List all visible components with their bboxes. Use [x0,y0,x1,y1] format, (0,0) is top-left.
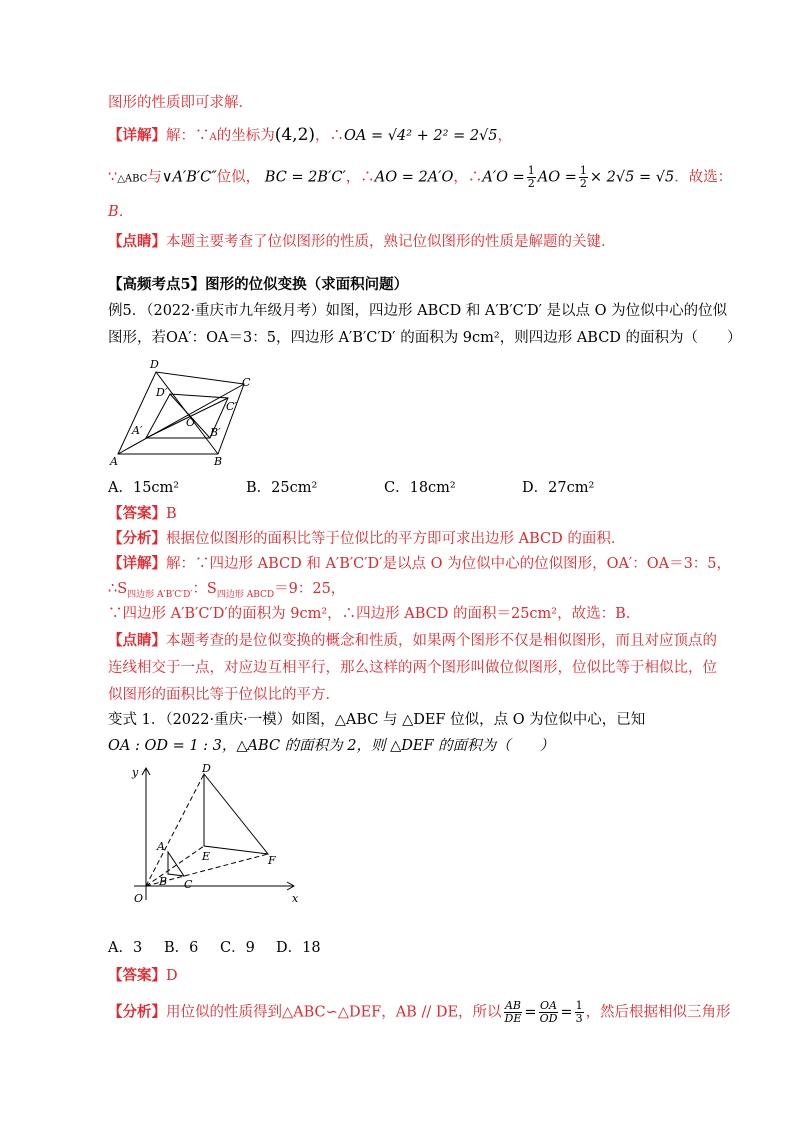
option-c: C．9 [220,940,255,956]
option-d: D．27cm² [522,480,595,496]
option-d: D．18 [276,940,321,956]
options-2 [108,938,321,958]
label-B: B [214,455,223,468]
fraction: $\frac{AB}{DE}$ [504,999,522,1025]
question-line: 例5．（2022·重庆市九年级月考）如图，四边形 ABCD 和 A′B′C′D′ 是以点 O 为位似中心的位似 [108,303,728,319]
detail-line-2: ∵△ABC与∨A′B′C″位似， BC = 2B′C′，∴AO = 2A′O，∴A′O = $\frac{1}{2}$ AO = $\frac{1}{2}$ × 2√5 = √5．故选： [108,164,733,190]
question-line: 图形，若OA′：OA＝3：5，四边形 A′B′C′D′ 的面积为 9cm²，则四边形 ABCD 的面积为（ ） [108,330,742,346]
fraction: $\frac{OA}{OD}$ [539,999,558,1025]
label-O: O [134,892,144,905]
formula: OA = √4² + 2² = 2√5 [344,128,498,144]
label-C1: C′ [226,400,237,413]
label-E: E [202,850,211,863]
label-C: C [242,376,251,389]
detail-line: 【详解】解：∵四边形 ABCD 和 A′B′C′D′是以点 O 为位似中心的位似图形，OA′：OA＝3：5， [108,555,732,572]
remark-line: 【点睛】本题考查的是位似变换的概念和性质，如果两个图形不仅是相似图形，而且对应顶点的 [108,632,717,649]
remark-line: 【点睛】本题主要考查了位似图形的性质，熟记位似图形的性质是解题的关键． [108,233,616,250]
option-b: B．25cm² [246,480,318,496]
label-D1: D′ [156,386,168,399]
option-c: C．18cm² [384,480,456,496]
options-1 [108,478,594,498]
quadrilateral-figure [106,352,266,468]
label-B: B [159,875,168,888]
label-x: x [292,892,299,905]
analysis-line: 【分析】用位似的性质得到△ABC∽△DEF，AB // DE，所以 $\frac{AB}{DE}$ = $\frac{OA}{OD}$ = $\frac{1}{3}$ ，然后根据相似三角形 [108,999,731,1025]
label-A: A [110,455,118,468]
question-line: OA : OD = 1 : 3，△ABC 的面积为 2，则 △DEF 的面积为（ ） [108,738,555,754]
option-a: A．3 [108,940,143,956]
text-line: 图形的性质即可求解． [108,95,253,111]
coordinate-figure [106,760,306,910]
detail-line-1: 【详解】解：∵A的坐标为(4,2)，∴OA = √4² + 2² = 2√5， [108,125,513,145]
remark-line: 连线相交于一点，对应边互相平行，那么这样的两个图形叫做位似图形，位似比等于相似比，位 [108,660,717,676]
option-b: B．6 [164,940,199,956]
label-A1: A′ [132,424,143,437]
fraction: $\frac{1}{2}$ [527,164,535,190]
answer-line: 【答案】D [108,967,178,984]
analysis-line: 【分析】根据位似图形的面积比等于位似比的平方即可求出边形 ABCD 的面积． [108,530,626,547]
question-line: 变式 1．（2022·重庆·一模）如图，△ABC 与 △DEF 位似，点 O 为位似中心，已知 [108,712,646,728]
label-B1: B′ [210,426,221,439]
label-y: y [132,766,139,779]
fraction: $\frac{1}{3}$ [575,999,583,1025]
label-O: O [186,416,196,429]
label-D: D [150,358,159,371]
label-F: F [268,854,276,867]
label-A: A [157,840,165,853]
label-D: D [202,762,211,775]
answer-line: 【答案】B [108,505,177,522]
label-C: C [184,878,193,891]
option-a: A．15cm² [108,480,180,496]
detail-tag: 【详解】 [108,127,166,144]
remark-line: 似图形的面积比等于位似比的平方． [108,687,340,703]
fraction: $\frac{1}{2}$ [579,164,587,190]
text-line: B． [108,204,134,220]
detail-line: ∵四边形 A′B′C′D′的面积为 9cm²，∴四边形 ABCD 的面积＝25cm²，故选：B． [108,606,641,622]
detail-line: $\therefore S_{四边形 A'B'C'D'}$：$S_{四边形 ABCD}=9$：25， [108,581,346,600]
section-heading: 【高频考点5】图形的位似变换（求面积问题） [108,276,409,293]
